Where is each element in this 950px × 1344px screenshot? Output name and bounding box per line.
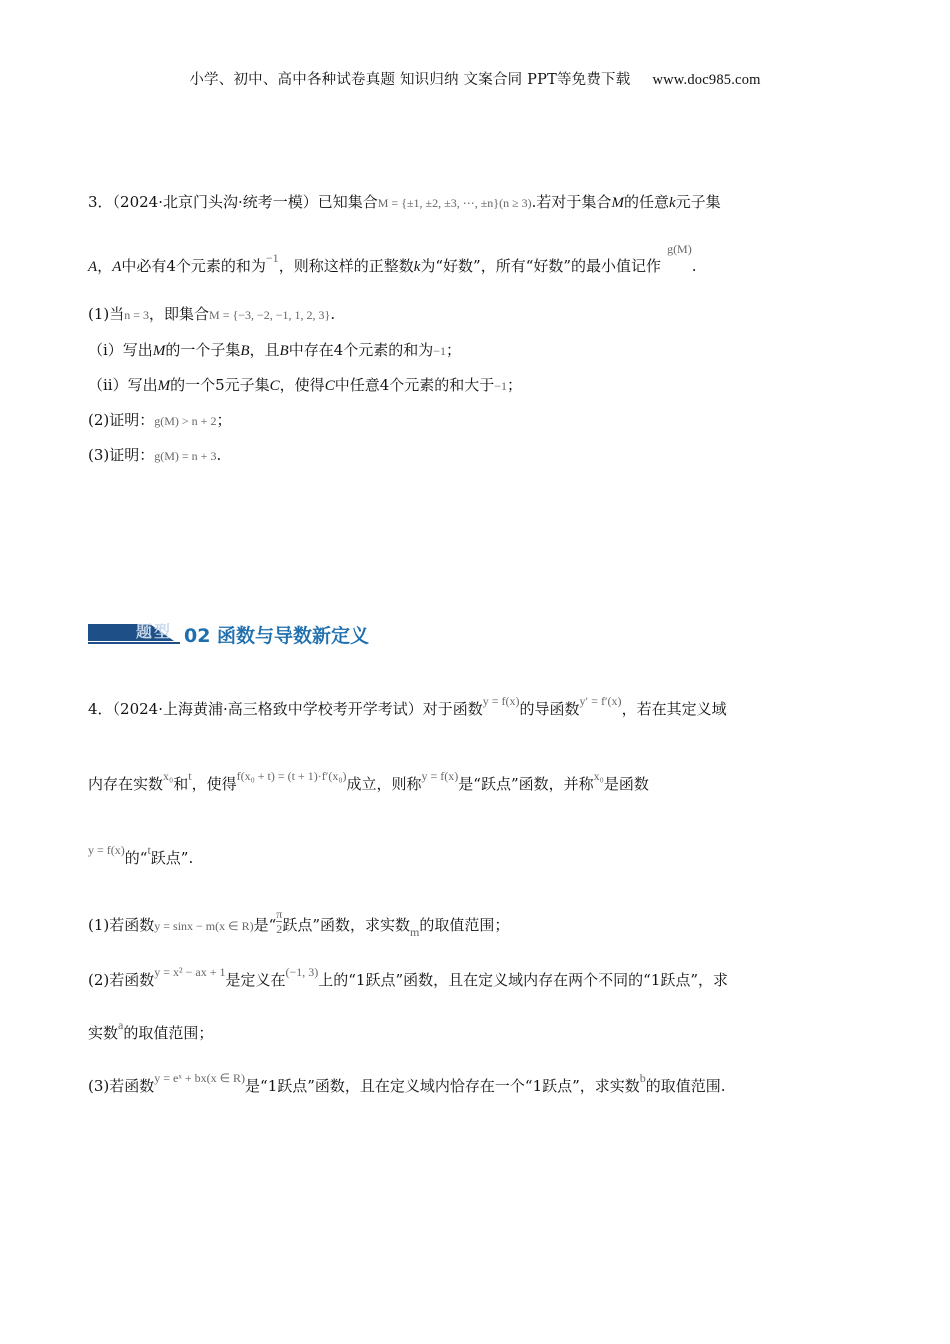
q3-text: . [330,305,336,323]
q3-text: （ii）写出 [88,376,158,394]
q3-text: ； [507,376,523,394]
q4-text: 实数 [88,1024,119,1042]
q4-part-3 [88,1071,726,1099]
var-m: M [152,343,166,359]
q3-text: 的一个子集 [165,341,241,359]
q3-text: ，且 [249,341,280,359]
q4-text: 是“1跃点”函数，且在定义域内恰存在一个“1跃点”，求实数 [245,1077,640,1095]
func-formula: y = f(x) [482,694,520,708]
set-formula: M = {−3, −2, −1, 1, 2, 3} [209,308,331,322]
q3-text: (2)证明： [88,411,155,429]
q3-text: ； [216,411,232,429]
q3-part-1-i [88,338,461,363]
var-t: t [147,843,151,857]
q4-text: 内存在实数 [88,775,164,793]
neg-one: −1 [494,379,508,393]
interval-formula: (−1, 3) [285,965,319,979]
q4-line-1 [88,694,727,722]
q4-text: (1)若函数 [88,916,155,934]
section-underline [88,642,180,644]
q4-part-2 [88,965,729,993]
q3-text: 中存在4个元素的和为 [288,341,434,359]
var-a: A [88,259,98,275]
func-formula: y = f(x) [88,843,125,857]
var-a: A [112,259,122,275]
q3-text: 3．（2024·北京门头沟·统考一模）已知集合 [88,193,378,211]
q4-text: 的导函数 [519,700,580,718]
q3-text: （i）写出 [88,341,153,359]
var-k: k [413,259,421,275]
q3-text: (1)当 [88,305,125,323]
pi-over-2 [276,908,282,936]
page-header [0,68,950,89]
frac-num: π [276,907,283,921]
q4-text: 的取值范围. [645,1077,726,1095]
q4-part-2-cont [88,1018,214,1046]
q3-text: (3)证明： [88,446,155,464]
var-m: M [611,195,624,211]
var-a: a [118,1018,124,1032]
q4-line-2 [88,769,649,797]
q3-text: ，即集合 [149,305,210,323]
neg-one: −1 [265,251,279,265]
q4-text: 跃点”函数，求实数 [282,916,410,934]
q4-text: 跃点”. [150,849,194,867]
var-x0: x₀ [163,769,174,783]
func-formula: y = f(x) [421,769,459,783]
q3-text: . [691,257,697,275]
q4-text: 是定义在 [225,971,286,989]
var-m: m [409,925,420,939]
q3-part-2 [88,408,231,433]
q4-text: 是“跃点”函数，并称 [458,775,594,793]
quadratic-formula: y = x² − ax + 1 [154,965,226,979]
q3-part-1-ii [88,373,522,398]
derivative-formula: y′ = f′(x) [579,694,622,708]
q4-text: 上的“1跃点”函数，且在定义域内存在两个不同的“1跃点”，求 [318,971,729,989]
q4-text: ，使得 [191,775,237,793]
q4-text: (3)若函数 [88,1077,155,1095]
q3-text: ，使得 [279,376,325,394]
q3-part-1 [88,302,335,327]
q3-line-2 [88,242,697,279]
q4-text: 的取值范围； [123,1024,214,1042]
q4-line-3 [88,843,194,871]
header-text: 小学、初中、高中各种试卷真题 知识归纳 文案合同 PPT等免费下载 [189,72,631,88]
var-x0: x₀ [593,769,604,783]
header-site: www.doc985.com [652,72,761,88]
set-m-formula: M = {±1, ±2, ±3, ⋯, ±n}(n ≥ 3) [377,196,532,210]
q3-text: 的任意 [623,193,669,211]
q4-part-1 [88,907,510,940]
q4-text: 是“ [253,916,277,934]
q4-text: 是函数 [603,775,649,793]
q3-part-3 [88,443,221,468]
gm-formula: g(M) [667,242,692,256]
neg-one: −1 [433,344,447,358]
q3-text: ； [446,341,462,359]
var-b: B [240,343,250,359]
var-t: t [188,769,192,783]
var-m: M [157,378,171,394]
q4-text: 4．（2024·上海黄浦·高三格致中学校考开学考试）对于函数 [88,700,483,718]
frac-den: 2 [276,922,283,936]
n-eq-3: n = 3 [124,308,150,322]
q4-text: ，若在其定义域 [621,700,727,718]
var-k: k [668,195,676,211]
q3-text: .若对于集合 [531,193,612,211]
q4-text: 的取值范围； [419,916,510,934]
q3-line-1 [88,190,721,215]
jump-equation: f(x₀ + t) = (t + 1)·f′(x₀) [236,769,347,783]
exp-formula: y = eˣ + bx(x ∈ R) [154,1071,246,1085]
q3-text: 中必有4个元素的和为 [121,257,266,275]
q4-text: 和 [173,775,189,793]
q4-text: (2)若函数 [88,971,155,989]
gm-inequality: g(M) > n + 2 [154,414,217,428]
gm-equation: g(M) = n + 3 [154,449,217,463]
var-b: B [279,343,289,359]
q3-text: 的一个5元子集 [170,376,270,394]
q3-text: 中任意4个元素的和大于 [334,376,495,394]
var-b: b [639,1071,646,1085]
q3-text: ，则称这样的正整数 [278,257,414,275]
var-c: C [269,378,280,394]
q3-text: ， [97,257,113,275]
section-banner [88,621,428,651]
q3-text: . [216,446,222,464]
section-tag: 题型 [136,622,173,641]
var-c: C [324,378,335,394]
q4-text: 成立，则称 [346,775,422,793]
sin-formula: y = sinx − m(x ∈ R) [154,919,254,933]
q3-text: 为“好数”，所有“好数”的最小值记作 [420,257,662,275]
q4-text: 的“ [124,849,148,867]
q3-text: 元子集 [675,193,721,211]
section-title: 02 函数与导数新定义 [184,625,370,647]
